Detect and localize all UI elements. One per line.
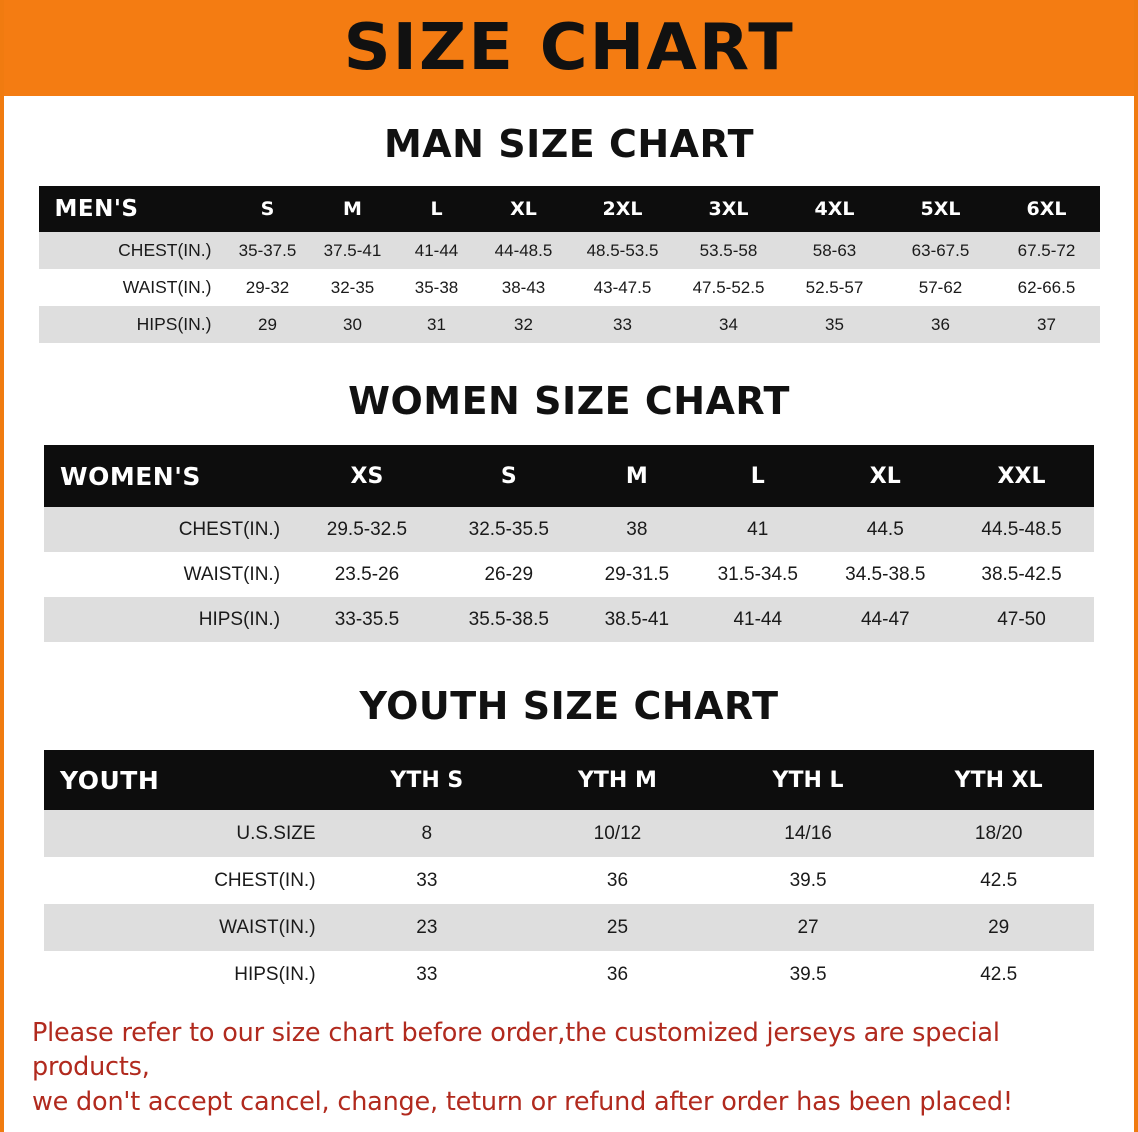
table-row	[39, 232, 1100, 269]
women-table-head	[44, 445, 1094, 507]
man-hips-2xl: 33	[570, 306, 676, 343]
women-chest-s: 32.5-35.5	[438, 507, 580, 552]
man-chest-6xl: 67.5-72	[994, 232, 1100, 269]
women-chest-xl: 44.5	[822, 507, 950, 552]
table-header-row	[39, 186, 1100, 232]
youth-size-table	[44, 750, 1094, 998]
man-row-label-chest: CHEST(IN.)	[39, 232, 226, 269]
notice-line-2: we don't accept cancel, change, teturn or refund after order has been placed!	[32, 1086, 1013, 1117]
youth-waist-s: 23	[332, 904, 523, 951]
youth-row-label-hips: HIPS(IN.)	[44, 951, 332, 998]
women-col-s: S	[438, 445, 580, 507]
women-col-xl: XL	[822, 445, 950, 507]
notice-text	[32, 1016, 1106, 1119]
man-table-body	[39, 232, 1100, 343]
women-size-table	[44, 445, 1094, 642]
women-waist-l: 31.5-34.5	[694, 552, 822, 597]
table-row	[44, 552, 1094, 597]
man-chest-s: 35-37.5	[226, 232, 310, 269]
women-col-xs: XS	[296, 445, 438, 507]
man-col-xl: XL	[478, 186, 570, 232]
table-row	[44, 857, 1094, 904]
man-waist-2xl: 43-47.5	[570, 269, 676, 306]
man-col-3xl: 3XL	[676, 186, 782, 232]
youth-row-head: YOUTH	[44, 750, 332, 810]
man-section-title: MAN SIZE CHART	[383, 122, 755, 166]
youth-chest-l: 39.5	[713, 857, 904, 904]
page-banner	[4, 0, 1134, 96]
youth-ussize-l: 14/16	[713, 810, 904, 857]
women-row-label-waist: WAIST(IN.)	[44, 552, 296, 597]
notice-line-1: Please refer to our size chart before order,the customized jerseys are special products,	[32, 1018, 1000, 1083]
youth-table-body	[44, 810, 1094, 998]
women-hips-xs: 33-35.5	[296, 597, 438, 642]
youth-hips-xl: 42.5	[903, 951, 1094, 998]
youth-row-label-chest: CHEST(IN.)	[44, 857, 332, 904]
man-chart-wrap	[4, 186, 1134, 343]
man-col-s: S	[226, 186, 310, 232]
table-row	[44, 597, 1094, 642]
youth-col-xl: YTH XL	[903, 750, 1094, 810]
women-chart-wrap	[4, 445, 1134, 642]
man-waist-4xl: 52.5-57	[782, 269, 888, 306]
man-waist-5xl: 57-62	[888, 269, 994, 306]
table-row	[44, 810, 1094, 857]
man-chest-l: 41-44	[396, 232, 478, 269]
women-col-xxl: XXL	[949, 445, 1094, 507]
man-table-head	[39, 186, 1100, 232]
man-chest-xl: 44-48.5	[478, 232, 570, 269]
man-hips-3xl: 34	[676, 306, 782, 343]
man-waist-6xl: 62-66.5	[994, 269, 1100, 306]
man-hips-5xl: 36	[888, 306, 994, 343]
man-col-5xl: 5XL	[888, 186, 994, 232]
women-hips-s: 35.5-38.5	[438, 597, 580, 642]
man-row-head: MEN'S	[39, 186, 226, 232]
youth-waist-l: 27	[713, 904, 904, 951]
youth-ussize-s: 8	[332, 810, 523, 857]
man-chest-2xl: 48.5-53.5	[570, 232, 676, 269]
page-title: SIZE CHART	[343, 11, 795, 85]
man-row-label-hips: HIPS(IN.)	[39, 306, 226, 343]
man-col-6xl: 6XL	[994, 186, 1100, 232]
youth-table-head	[44, 750, 1094, 810]
youth-col-m: YTH M	[522, 750, 713, 810]
women-table-body	[44, 507, 1094, 642]
man-col-4xl: 4XL	[782, 186, 888, 232]
man-size-table	[39, 186, 1100, 343]
women-waist-xs: 23.5-26	[296, 552, 438, 597]
man-col-2xl: 2XL	[570, 186, 676, 232]
man-hips-m: 30	[310, 306, 396, 343]
women-chest-xxl: 44.5-48.5	[949, 507, 1094, 552]
women-hips-xl: 44-47	[822, 597, 950, 642]
women-chest-xs: 29.5-32.5	[296, 507, 438, 552]
women-col-m: M	[580, 445, 694, 507]
table-header-row	[44, 445, 1094, 507]
youth-chest-s: 33	[332, 857, 523, 904]
table-row	[44, 904, 1094, 951]
man-chest-3xl: 53.5-58	[676, 232, 782, 269]
women-chest-m: 38	[580, 507, 694, 552]
youth-hips-l: 39.5	[713, 951, 904, 998]
man-row-label-waist: WAIST(IN.)	[39, 269, 226, 306]
youth-chest-m: 36	[522, 857, 713, 904]
youth-ussize-m: 10/12	[522, 810, 713, 857]
table-row	[44, 951, 1094, 998]
man-chest-m: 37.5-41	[310, 232, 396, 269]
women-hips-l: 41-44	[694, 597, 822, 642]
women-col-l: L	[694, 445, 822, 507]
youth-hips-m: 36	[522, 951, 713, 998]
women-waist-xl: 34.5-38.5	[822, 552, 950, 597]
man-waist-m: 32-35	[310, 269, 396, 306]
women-chest-l: 41	[694, 507, 822, 552]
women-row-head: WOMEN'S	[44, 445, 296, 507]
women-hips-m: 38.5-41	[580, 597, 694, 642]
youth-row-label-ussize: U.S.SIZE	[44, 810, 332, 857]
women-hips-xxl: 47-50	[949, 597, 1094, 642]
table-header-row	[44, 750, 1094, 810]
youth-waist-m: 25	[522, 904, 713, 951]
youth-waist-xl: 29	[903, 904, 1094, 951]
youth-section-title: YOUTH SIZE CHART	[359, 684, 779, 728]
man-hips-xl: 32	[478, 306, 570, 343]
man-waist-3xl: 47.5-52.5	[676, 269, 782, 306]
table-row	[44, 507, 1094, 552]
youth-col-l: YTH L	[713, 750, 904, 810]
women-row-label-chest: CHEST(IN.)	[44, 507, 296, 552]
women-row-label-hips: HIPS(IN.)	[44, 597, 296, 642]
youth-col-s: YTH S	[332, 750, 523, 810]
youth-chart-wrap	[4, 750, 1134, 998]
man-waist-xl: 38-43	[478, 269, 570, 306]
man-hips-l: 31	[396, 306, 478, 343]
man-chest-4xl: 58-63	[782, 232, 888, 269]
man-hips-6xl: 37	[994, 306, 1100, 343]
women-waist-m: 29-31.5	[580, 552, 694, 597]
man-col-m: M	[310, 186, 396, 232]
table-row	[39, 269, 1100, 306]
man-chest-5xl: 63-67.5	[888, 232, 994, 269]
women-section-title: WOMEN SIZE CHART	[348, 379, 790, 423]
man-waist-s: 29-32	[226, 269, 310, 306]
man-hips-s: 29	[226, 306, 310, 343]
table-row	[39, 306, 1100, 343]
man-waist-l: 35-38	[396, 269, 478, 306]
youth-row-label-waist: WAIST(IN.)	[44, 904, 332, 951]
youth-hips-s: 33	[332, 951, 523, 998]
women-waist-xxl: 38.5-42.5	[949, 552, 1094, 597]
women-waist-s: 26-29	[438, 552, 580, 597]
man-hips-4xl: 35	[782, 306, 888, 343]
youth-ussize-xl: 18/20	[903, 810, 1094, 857]
youth-chest-xl: 42.5	[903, 857, 1094, 904]
man-col-l: L	[396, 186, 478, 232]
